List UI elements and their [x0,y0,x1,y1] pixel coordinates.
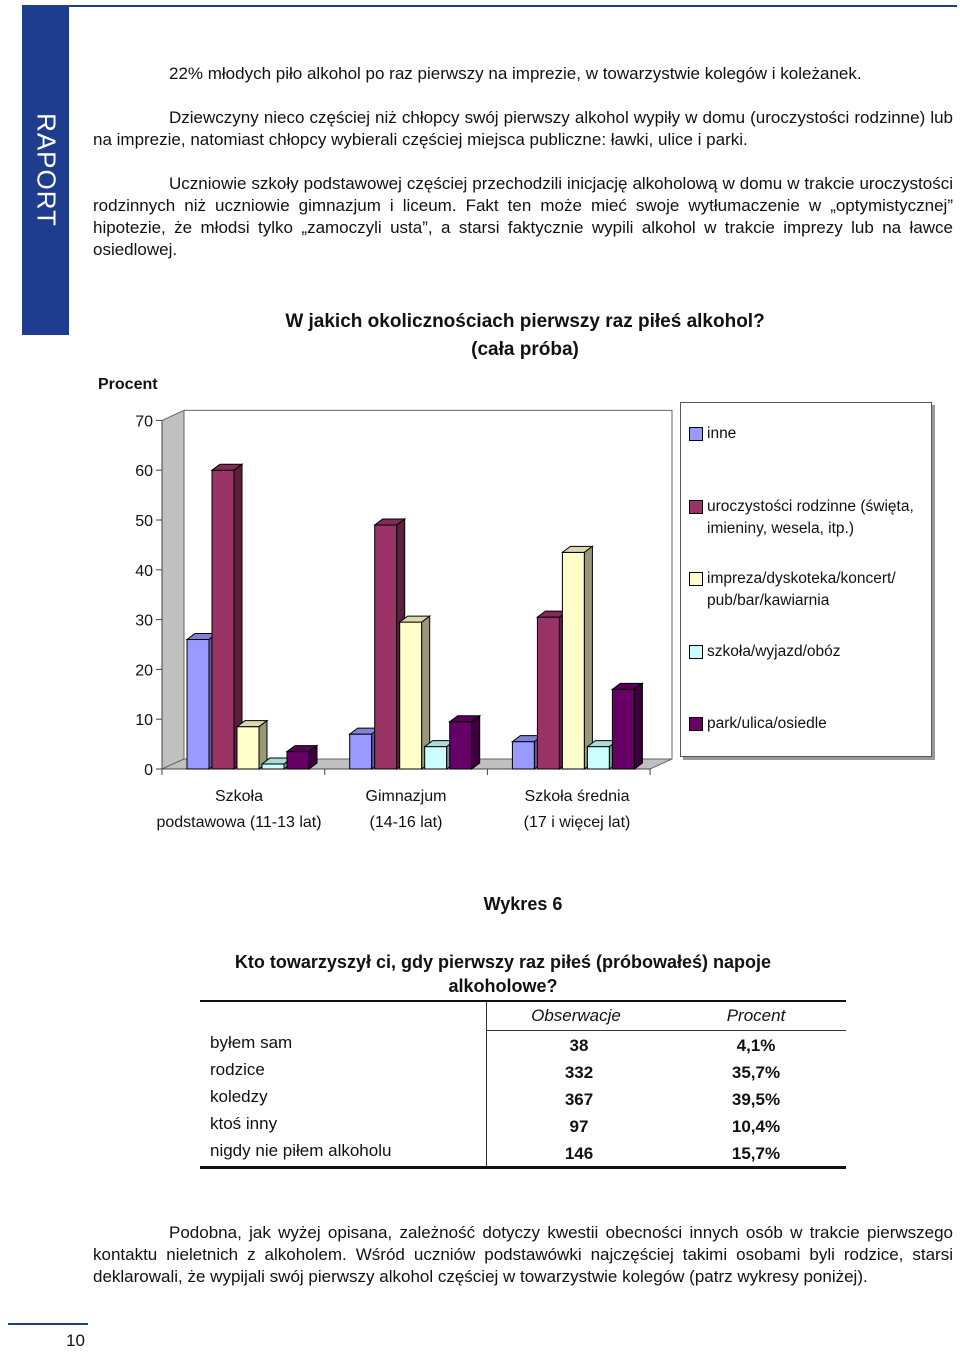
y-tick-label: 10 [135,712,153,730]
legend-label-4: park/ulica/osiedle [707,715,827,732]
table-row-pct: 4,1% [736,1036,776,1055]
legend-swatch-3 [689,645,703,659]
paragraph-3-text: Uczniowie szkoły podstawowej częściej przechodzili inicjację alkoholową w domu w trakcie uroczystości rodzinnych niż uczniowie gimnazjum i liceum. Fakt ten może mieć swoje wytłumaczenie w „optymistycznej” hipotezie, że młodsi tylko „zamoczyli usta”, a starsi faktycznie wypili alkohol w trakcie imprezy lub na ławce osiedlowej. [93,174,953,259]
table-row [200,1060,846,1087]
bar-0-1 [350,734,372,769]
table-row [200,1033,846,1060]
paragraph-2-text: Dziewczyny nieco częściej niż chłopcy swój pierwszy alkohol wypiły w domu (uroczystości rodzinne) lub na imprezie, natomiast chłopcy wybierali częściej miejsca publiczne: ławki, ulice i parki. [93,108,953,149]
chart-y-label: Procent [98,376,158,393]
table-bottom-rule [200,1166,846,1169]
table-header-rule [486,1030,846,1031]
bar-2-1 [400,622,422,769]
side-tab-label: RAPORT [31,113,61,227]
paragraph-4 [93,1222,953,1288]
bar-3-1 [425,747,447,769]
table-header-pct: Procent [726,1006,786,1025]
bar-side-4-1 [472,716,480,769]
legend-label-2: impreza/dyskoteka/koncert/ pub/bar/kawiarnia [707,570,896,609]
category-label-2-line1: Szkoła średnia [524,788,630,805]
table-row-obs: 146 [564,1144,594,1163]
category-label-2 [477,784,677,836]
category-label-1-line2: (14-16 lat) [369,814,443,831]
table-title: Kto towarzyszył ci, gdy pierwszy raz piłeś (próbowałeś) napoje alkoholowe? [234,952,772,996]
bar-4-0 [287,752,309,769]
bar-3-2 [587,747,609,769]
page-number: 10 [66,1331,85,1350]
legend-label-0: inne [707,425,737,442]
figure-caption: Wykres 6 [483,894,563,914]
bar-side-2-2 [584,546,592,769]
table-row-pct: 15,7% [731,1144,781,1163]
bar-side-4-2 [634,683,642,769]
bar-2-2 [562,552,584,769]
table-row-obs: 38 [569,1036,589,1055]
y-tick-label: 40 [135,562,153,580]
bar-3-0 [262,764,284,769]
paragraph-1-text: 22% młodych piło alkohol po raz pierwszy na imprezie, w towarzystwie kolegów i koleżanek. [169,64,862,83]
y-tick-label: 60 [135,463,153,481]
table-row-label: rodzice [210,1060,265,1079]
y-tick-label: 0 [144,762,153,779]
table-row-label: ktoś inny [210,1114,278,1133]
table-row-pct: 35,7% [731,1063,781,1082]
bar-0-0 [187,640,209,769]
legend-swatch-1 [689,500,703,514]
table-row [200,1087,846,1114]
category-label-2-line2: (17 i więcej lat) [523,814,631,831]
category-label-0-line2: podstawowa (11-13 lat) [156,814,322,831]
bar-2-0 [237,727,259,769]
table-row-obs: 97 [569,1117,589,1136]
chart-side-wall [162,410,184,769]
table-row-pct: 39,5% [731,1090,781,1109]
paragraph-4-text: Podobna, jak wyżej opisana, zależność dotyczy kwestii obecności innych osób w trakcie pierwszego kontaktu nieletnich z alkoholem. Wśród uczniów podstawówki najczęściej takimi osobami byli rodzice, starsi deklarowali, że wypijali swój pierwszy alkohol częściej w towarzystwie kolegów (patrz wykresy poniżej). [93,1223,953,1286]
table-row [200,1114,846,1141]
category-label-0-line1: Szkoła [214,788,264,805]
bar-1-2 [537,617,559,769]
bar-4-2 [612,689,634,769]
category-label-1 [306,784,506,836]
table-row [200,1141,846,1168]
legend-swatch-0 [689,427,703,441]
bar-4-1 [450,722,472,769]
bar-1-1 [375,525,397,769]
chart-title: W jakich okolicznościach pierwszy raz piłeś alkohol? [285,311,765,332]
table-row-label: koledzy [210,1087,268,1106]
footer-rule [8,1323,88,1325]
bar-0-2 [512,742,534,769]
legend-swatch-2 [689,572,703,586]
y-tick-label: 50 [135,513,153,530]
table-row-label: nigdy nie piłem alkoholu [210,1141,392,1160]
table-row-obs: 332 [564,1063,594,1082]
y-tick-label: 30 [135,612,153,630]
legend-swatch-4 [689,717,703,731]
y-tick-label: 20 [135,662,153,680]
chart-subtitle: (cała próba) [471,339,579,360]
y-tick-label: 70 [135,413,153,431]
legend-label-3: szkoła/wyjazd/obóz [707,643,841,660]
chart-legend [680,402,932,757]
table-header-obs: Obserwacje [531,1006,621,1025]
bar-1-0 [212,470,234,769]
table-row-obs: 367 [564,1090,594,1109]
table-row-pct: 10,4% [731,1117,781,1136]
table-top-rule [200,1000,846,1002]
table-row-label: byłem sam [210,1033,293,1052]
category-label-1-line1: Gimnazjum [365,788,447,805]
legend-label-1: uroczystości rodzinne (święta, imieniny, wesela, itp.) [707,498,914,537]
